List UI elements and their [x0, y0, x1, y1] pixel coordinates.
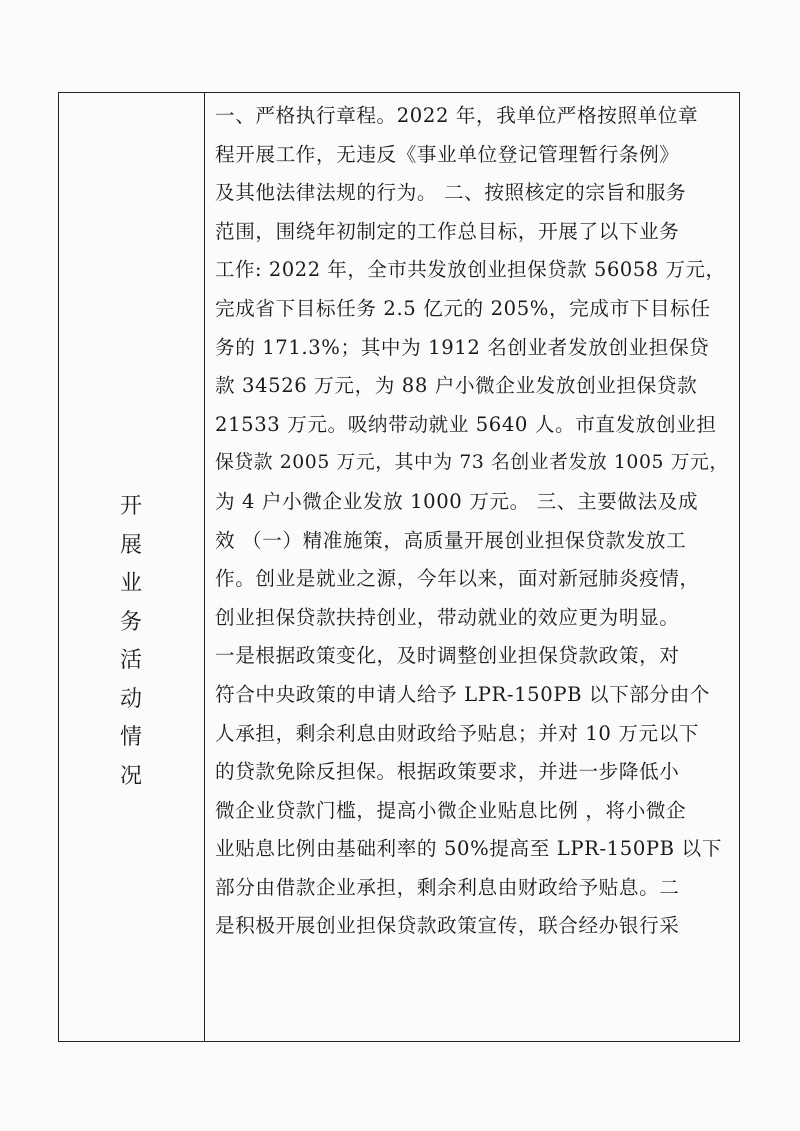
row-label: [58, 488, 204, 796]
content-cell: [215, 97, 730, 946]
content-line: 21533 万元。吸纳带动就业 5640 人。市直发放创业担: [215, 412, 717, 436]
row-label-char: 况: [119, 763, 142, 789]
content-line: 款 34526 万元，为 88 户小微企业发放创业担保贷款: [215, 374, 698, 398]
content-line: 完成省下目标任务 2.5 亿元的 205%，完成市下目标任: [215, 296, 711, 320]
content-line: 作。创业是就业之源，今年以来，面对新冠肺炎疫情，: [215, 567, 700, 591]
content-line: 及其他法律法规的行为。 二、按照核定的宗旨和服务: [215, 181, 687, 205]
content-line: 是积极开展创业担保贷款政策宣传，联合经办银行采: [215, 914, 680, 938]
content-line: 效 （一）精准施策，高质量开展创业担保贷款发放工: [215, 528, 687, 552]
row-label-char: 开: [119, 494, 142, 519]
content-line: 符合中央政策的申请人给予 LPR-150PB 以下部分由个: [215, 682, 711, 706]
row-label-char: 动: [119, 686, 142, 712]
content-line: 部分由借款企业承担，剩余利息由财政给予贴息。二: [215, 875, 680, 899]
column-divider: [204, 92, 205, 1042]
content-line: 一、严格执行章程。2022 年，我单位严格按照单位章: [215, 104, 699, 127]
content-line: 工作: 2022 年，全市共发放创业担保贷款 56058 万元，: [215, 258, 726, 282]
content-line: 范围，围绕年初制定的工作总目标，开展了以下业务: [215, 219, 680, 243]
content-line: 创业担保贷款扶持创业，带动就业的效应更为明显。: [215, 605, 680, 629]
row-label-char: 展: [119, 532, 142, 558]
row-label-char: 情: [119, 725, 142, 750]
content-line: 为 4 户小微企业发放 1000 万元。 三、主要做法及成: [215, 489, 699, 513]
row-label-char: 业: [119, 571, 142, 596]
content-line: 人承担，剩余利息由财政给予贴息；并对 10 万元以下: [215, 721, 700, 745]
content-line: 程开展工作，无违反《事业单位登记管理暂行条例》: [215, 142, 680, 166]
content-line: 的贷款免除反担保。根据政策要求，并进一步降低小: [215, 760, 680, 784]
row-label-char: 活: [119, 648, 142, 673]
content-line: 一是根据政策变化，及时调整创业担保贷款政策，对: [215, 644, 680, 668]
row-label-cell: [58, 92, 204, 1042]
content-line: 保贷款 2005 万元，其中为 73 名创业者发放 1005 万元，: [215, 452, 729, 474]
content-line: 务的 171.3%；其中为 1912 名创业者发放创业担保贷: [215, 335, 710, 359]
content-line: 业贴息比例由基础利率的 50%提高至 LPR-150PB 以下: [215, 837, 722, 861]
content-line: 微企业贷款门槛，提高小微企业贴息比例 ，将小微企: [215, 798, 687, 822]
row-label-char: 务: [119, 609, 142, 635]
